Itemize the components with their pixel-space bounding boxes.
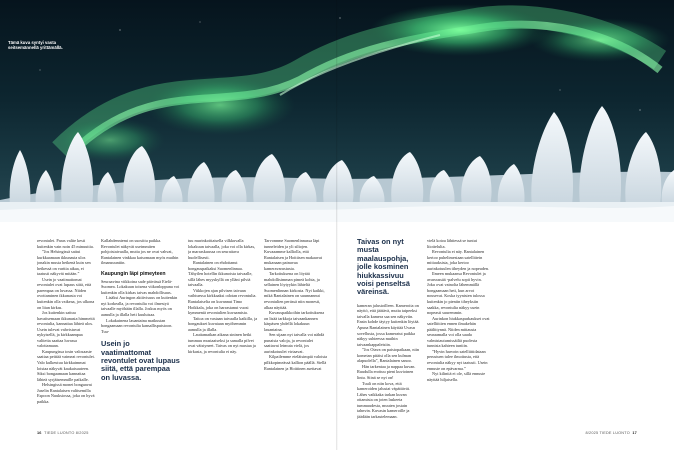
publication-name: TIEDE LUONTO 8/2025 [44, 431, 89, 435]
paragraph: ”Jos Otava on paistopaikaan, niin kometan pitäisi olla sen kulman alapuolella”, Rantalainen sanoo. [357, 347, 420, 364]
paragraph: Helsingissä monet bongaavat Juselin Rantalaisen valitsemilla Espoon Nuuksiossa, joka on hyvä paikka. [37, 382, 95, 404]
paragraph: Lisäksi Auringon aktiivisuus on kuitenkin nyt korkealla, ja revontulia voi ilmestyä taivaalle myöhään illalla. Joskus myös on aamulla ja illalla heti kuuluisaa. [101, 295, 178, 318]
paragraph: Taitoa on vastaan taivaalla kaikilla, ja bongaukset kuvataan myöhemmin aamulla ja illalla. [188, 315, 258, 332]
pull-quote: Usein jo vaatimattomat revontulet ovat lupaus siitä, että parempaa on luvassa. [101, 339, 180, 382]
photo-caption: Tämä kuva syntyi vasta seitsemännellä yrittämällä. [8, 40, 63, 51]
paragraph: kameran jalustoilleen. Kameroita on näyttö, että jäätävä, mutta taipeeksi taivalla kamera saa sen näkyviin. Ensin kohde täytyy kuitenkin löytää. Apuna Rantalainen käyttää Uvasn sovellusta, jossa kameratut paikka näkyy suhteessa muihin taivaankappaleisiin. [357, 302, 420, 347]
paragraph: Tarvonnme Suomenlinnassa läpi tunneleiden ja yli siltojen. Kuvaaamme kalliolla, että Rantalaisen ja Hoittisen makaavat mukanaan painavaa kameravarustusta. [264, 238, 322, 271]
article-column-2 [101, 238, 180, 388]
paragraph: tuu murinkoittaisella vilkkuvalla lokakuun taivaalla, joka voi olla kirkas, ja marraskuussa on seurattava huolellisesti. [188, 238, 256, 260]
paragraph: Nyt kilintiä ei ole, sillä ennuste näyttää hiljaisella. [427, 371, 486, 382]
folio-left [37, 431, 89, 435]
paragraph: Kallahdenniemi on suosittu paikka. Revontulet näkyvät useimmiten pohjoistaivaalla, mutta jos ne ovat vahvat, Rantalainen vinkkaa katsomaan myös muihin ilmansuuntiin. [101, 238, 179, 266]
paragraph: Kaupungissa tosin valosaaste saattaa peittää vaimeat revontulet. Valo kulkeutuu kirkkaimmat loistaa näkyvät kaukaisuuteen. Siksi bongaamaan kannattaa lähteä syrjäisemmille paikalle. [37, 348, 95, 382]
article-column-5 [357, 238, 421, 419]
paragraph: Sen sijaan nyt taivalla voi nähdä punaisia valoja, ja revontulet saattavat leimuta vielä, jos aurinkotuulet virtaavat. [264, 332, 325, 354]
paragraph: revontulet. Paras valite kesti kuitenkin vain noin 45 minuuttia. [37, 238, 94, 249]
paragraph: Aurinkon hiukkaspurkaukset ovat satelliittien ennen ilmakehän päälittynnä. Niiden mittausta seuraamalla voi olla saada valmistautumissäiliä puolesta tunnista kahteen tuntiin. [427, 315, 490, 349]
paragraph: Viikkojen ajan pilvisen taivaan vaihtuessa kirkkaaksi odotan revontulia. Rantalaiselta on kuvannut Timo Hoikkala, joka on harrastanut vuosi kymmeniä revontulien kuvaamista. [188, 287, 257, 316]
article-column-1 [37, 238, 95, 404]
paragraph: Usein jo vaatimattomat revontulet ovat lupaus siitä, että parempaa on luvassa. Niiden ovottaminen ikkunasta voi kuitenkin olla vaikeaa, jos ulkona on liian kirkas. [37, 276, 95, 310]
paragraph: Rantalainen on ehdottanut bongauspaikaksi Suomenlinnaa. Tähyilen hotellin ikkunoista taivaalle, sillä lähes myyskyllä on ylläni pilviä taivaalla. [188, 260, 253, 288]
article-column-3 [188, 238, 258, 354]
paragraph: Tarkoituksena on löytää mahdollisimman pimeä kohta, ja sellainen löytyykin lähteltä Suomenlinnan kirkosta. Nyt kaikki, mikä Rantalainen on suunnannut revontulien perässä niin monesti, alkaa näyttää. [264, 271, 325, 310]
paragraph: ”Hyvin harvoin satelliittidataan perustuen tulee ilmoitusta, että revontulia näkyy nyt taatusti. Usein ennuste on epävarma.” [427, 348, 488, 371]
paragraph: Jos kuitenkin sattuu havaitsemaan ikkunasta himmeitä revontulia, kannattaa lähteä ulos. Usein tulevat vahvistuvat nykyisellä, ja kirkkaampaa valitetta saattaa luvassa valottamaan. [37, 310, 95, 349]
paragraph: Tuuli on niin kova, että kameroiden jalustat väpättävät. Lähes vaikkaka tarkan kuvan ottamista on joten laskeeta tummuudesta, muuten jostain tahnvin. Kuvasin kameroille ja jäädään tarkastelemaan. [357, 380, 410, 419]
page-number: 17 [632, 431, 637, 435]
paragraph: Kuvauspaikkoihin tarkoituksena on lisää tarkkoja taivaankannen kärpäsen yhdellä lokakuun lauantaina. [264, 310, 325, 332]
subheading: Kaupungin läpi pimeyteen [101, 270, 166, 277]
article-column-4 [264, 238, 328, 371]
paragraph: Ilmeen mukaansa Revontulet ja avaruussää -palvelu sopii hyvin. Joku ovat vainolta lähemmällä bongaamaan heti, kun arvot nousevat. Koska tyynisten tulossa kuitenkin jo pieniin tiheyksiin saakka, revontulia näkyy usein nopeasti suuremmin. [427, 271, 486, 316]
page-number: 16 [37, 431, 42, 435]
paragraph: Hän tarkentaa ja nappaa kuvan. Ruudulla erottuu pieni kuvioinen lintu. Siinä se nyt on! [357, 363, 416, 380]
paragraph: Seuraavina viikkoina sade päivässä Etelä-Suomea. Lokakuun toisena viikonloppuna voi kuitenkin olla kirkas taivas mahdollisuus. [101, 278, 180, 295]
folio-right [585, 431, 637, 435]
paragraph: Lauttamatkan aikana sininen hetki tummuu mustaaiseksi ja samalla pilvet ovat väistyneet. Taivas on nyt mustaa ja kirkasta, ja revontulia ei näy. [188, 332, 256, 354]
paragraph: Revontulia ei näy. Rantalainen kertoo puhelimestaan satellittein mittauksista, joka kertoo aurinkotuulen tiheyden ja nopeuden. [427, 249, 490, 271]
paragraph: vielä kotoa lähtiessä se tuntui liiottelulta. [427, 238, 478, 249]
paragraph: ”Jos Helsingissä sattui kurkkaamaan ikkunasta ulos jonakin musta hetkenä kuin sen hetkessä on varttia aikaa, ei taatusti näkyvät mitään.” [37, 249, 91, 277]
publication-name: 8/2025 TIEDE LUONTO [585, 431, 630, 435]
page-gutter [336, 0, 338, 450]
pull-quote: Taivas on nyt musta maalauspohja, jolle kosminen hiukkassivuu voisi penseltsä väreinsä. [357, 238, 410, 297]
paragraph: Lokakuinena lauantaina matkustan bongaamaan revontulia kansallispuistoon. Tuu- [101, 317, 173, 334]
paragraph: Kilpailemme eteläisimpiä valoista pilkkopimeässä kallion päällä. Siellä Rantalainen ja Hoittinen asettavat [264, 354, 328, 371]
article-column-6 [427, 238, 490, 382]
